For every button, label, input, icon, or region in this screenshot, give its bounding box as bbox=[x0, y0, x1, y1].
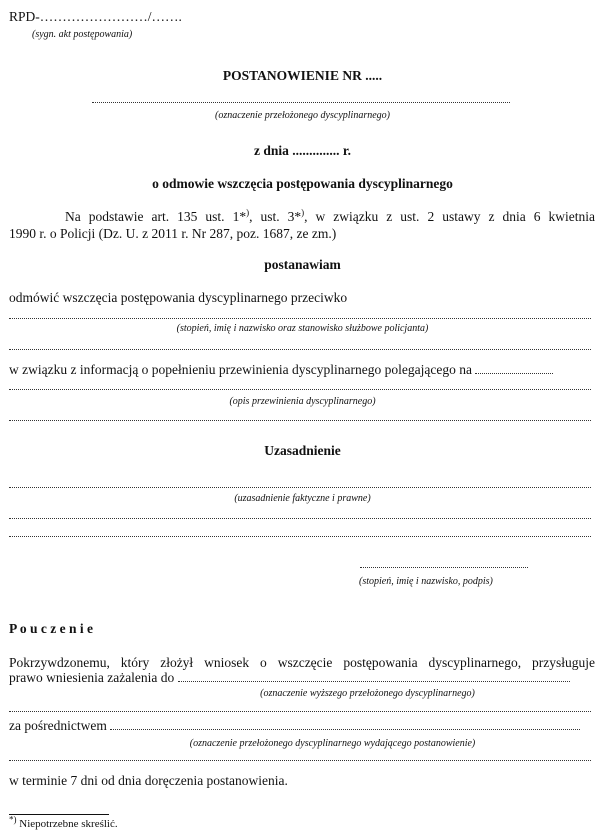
officer-dotted-line-2 bbox=[9, 349, 591, 350]
footnote bbox=[9, 814, 118, 831]
justification-caption: (uzasadnienie faktyczne i prawne) bbox=[234, 493, 371, 504]
offence-statement-text: w związku z informacją o popełnieniu przewinienia dyscyplinarnego polegającego na bbox=[9, 362, 472, 377]
legal-basis-middle: , ust. 3* bbox=[249, 209, 302, 224]
higher-superior-caption: (oznaczenie wyższego przełożonego dyscyplinarnego) bbox=[260, 688, 475, 699]
superior-caption: (oznaczenie przełożonego dyscyplinarnego) bbox=[215, 110, 390, 121]
footnote-text: Niepotrzebne skreślić. bbox=[16, 818, 118, 830]
footnote-mark: *) bbox=[9, 814, 17, 825]
document-subject: o odmowie wszczęcia postępowania dyscyplinarnego bbox=[152, 176, 453, 191]
legal-basis-paragraph bbox=[9, 208, 595, 242]
offence-caption: (opis przewinienia dyscyplinarnego) bbox=[229, 396, 376, 407]
superior-dotted-line bbox=[92, 102, 510, 103]
footnote-ref-1: ) bbox=[246, 207, 250, 218]
footnote-ref-2: ) bbox=[301, 207, 305, 218]
justification-dotted-line-3 bbox=[9, 536, 591, 537]
issuing-superior-dotted-line bbox=[9, 760, 591, 761]
instruction-heading: P o u c z e n i e bbox=[9, 621, 93, 636]
instruction-line-1: Pokrzywdzonemu, który złożył wniosek o wszczęcie postępowania dyscyplinarnego, przysługuje bbox=[9, 655, 595, 670]
legal-basis-prefix: Na podstawie art. 135 ust. 1* bbox=[65, 209, 247, 224]
signature-dotted-line bbox=[360, 567, 528, 568]
legal-basis-line2: 1990 r. o Policji (Dz. U. z 2011 r. Nr 287, poz. 1687, ze zm.) bbox=[9, 226, 337, 241]
signature-caption: (stopień, imię i nazwisko, podpis) bbox=[359, 576, 493, 587]
offence-inline-dots bbox=[475, 363, 553, 374]
justification-heading: Uzasadnienie bbox=[264, 443, 341, 458]
legal-basis-suffix: , w związku z ust. 2 ustawy z dnia 6 kwietnia bbox=[304, 209, 595, 224]
case-number: RPD-……………………/……. bbox=[9, 9, 182, 24]
appeal-inline-dots bbox=[178, 671, 570, 682]
deadline-statement: w terminie 7 dni od dnia doręczenia postanowienia. bbox=[9, 773, 288, 788]
higher-superior-dotted-line bbox=[9, 711, 591, 712]
officer-caption: (stopień, imię i nazwisko oraz stanowisko służbowe policjanta) bbox=[176, 323, 429, 334]
offence-dotted-line-2 bbox=[9, 420, 591, 421]
footnote-separator bbox=[9, 814, 109, 815]
justification-dotted-line-2 bbox=[9, 518, 591, 519]
via-line bbox=[9, 718, 580, 734]
decision-heading: postanawiam bbox=[264, 257, 341, 272]
instruction-line-2 bbox=[9, 670, 570, 686]
document-date: z dnia .............. r. bbox=[253, 143, 351, 158]
offence-dotted-line bbox=[9, 389, 591, 390]
offence-statement bbox=[9, 362, 553, 378]
officer-dotted-line bbox=[9, 318, 591, 319]
via-text: za pośrednictwem bbox=[9, 718, 107, 733]
case-number-caption: (sygn. akt postępowania) bbox=[32, 29, 133, 40]
instruction-line-2-text: prawo wniesienia zażalenia do bbox=[9, 670, 175, 685]
justification-dotted-line bbox=[9, 487, 591, 488]
document-title: POSTANOWIENIE NR ..... bbox=[222, 68, 383, 83]
issuing-superior-caption: (oznaczenie przełożonego dyscyplinarnego wydającego postanowienie) bbox=[189, 738, 476, 749]
refuse-statement: odmówić wszczęcia postępowania dyscyplinarnego przeciwko bbox=[9, 290, 348, 305]
via-inline-dots bbox=[110, 719, 580, 730]
